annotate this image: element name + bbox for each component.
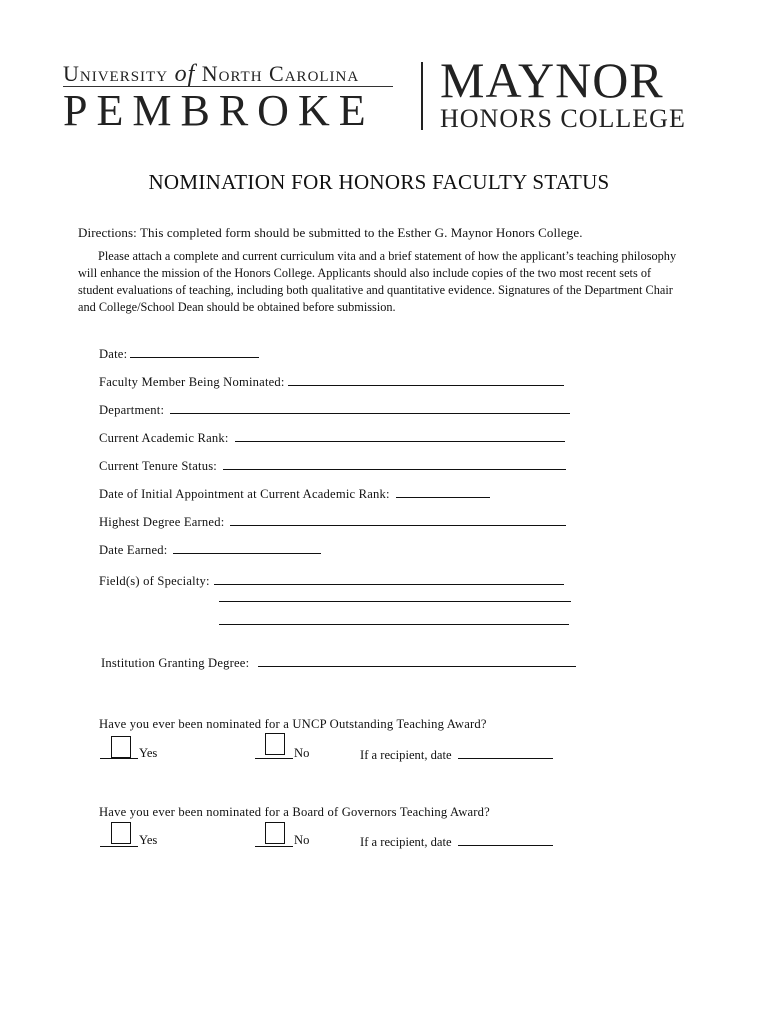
q2-yes-checkbox[interactable] (111, 822, 131, 844)
pembroke-wordmark: PEMBROKE (63, 86, 375, 135)
institution-field[interactable] (101, 654, 576, 671)
date-label: Date: (99, 347, 128, 361)
highest-degree-blank[interactable] (230, 513, 566, 526)
q2-no-label: No (294, 833, 310, 847)
question-uncp-award: Have you ever been nominated for a UNCP Outstanding Teaching Award? (99, 717, 487, 731)
highest-degree-label: Highest Degree Earned: (99, 515, 225, 529)
logo-divider (421, 62, 423, 130)
tenure-status-blank[interactable] (223, 457, 566, 470)
q1-yes-checkbox[interactable] (111, 736, 131, 758)
tenure-status-field[interactable] (99, 457, 566, 474)
q2-yes-underline (100, 846, 138, 847)
specialty-label: Field(s) of Specialty: (99, 574, 210, 588)
q1-recipient-date-label: If a recipient, date (360, 748, 452, 762)
q1-no-checkbox[interactable] (265, 733, 285, 755)
date-earned-label: Date Earned: (99, 543, 168, 557)
academic-rank-label: Current Academic Rank: (99, 431, 229, 445)
department-field[interactable] (99, 401, 570, 418)
q1-recipient-date-blank[interactable] (458, 746, 553, 759)
q1-yes-underline (100, 758, 138, 759)
q2-recipient-date-field[interactable] (360, 833, 553, 850)
q2-yes-label: Yes (139, 833, 158, 847)
q1-yes-label: Yes (139, 746, 158, 760)
q1-no-label: No (294, 746, 310, 760)
specialty-field[interactable] (99, 572, 564, 589)
form-title: NOMINATION FOR HONORS FACULTY STATUS (148, 170, 610, 194)
honors-college-wordmark: HONORS COLLEGE (440, 104, 686, 133)
initial-appointment-blank[interactable] (396, 485, 490, 498)
q2-no-checkbox[interactable] (265, 822, 285, 844)
department-label: Department: (99, 403, 165, 417)
date-earned-field[interactable] (99, 541, 321, 558)
instructions-paragraph-text: Please attach a complete and current curriculum vita and a brief statement of how the applicant’s teaching philosophy will enhance the mission of the Honors College. Applicants should also include copies of the two most recent sets of student evaluations of teaching, including both qualitative and quantitative evidence. Signatures of the Department Chair and College/School Dean should be obtained before submission. (78, 249, 677, 314)
institution-blank[interactable] (258, 654, 576, 667)
specialty-blank-1[interactable] (214, 572, 564, 585)
initial-appointment-field[interactable] (99, 485, 490, 502)
q2-recipient-date-label: If a recipient, date (360, 835, 452, 849)
specialty-blank-2[interactable] (219, 601, 571, 602)
unc-of-text: of (174, 61, 196, 87)
faculty-member-label: Faculty Member Being Nominated: (99, 375, 285, 389)
unc-university-text: University (63, 61, 169, 86)
specialty-blank-3[interactable] (219, 624, 569, 625)
unc-north-carolina-text: North Carolina (201, 61, 360, 86)
initial-appointment-label: Date of Initial Appointment at Current Academic Rank: (99, 487, 390, 501)
maynor-wordmark: MAYNOR (440, 52, 664, 108)
faculty-member-blank[interactable] (288, 373, 564, 386)
faculty-member-field[interactable] (99, 373, 564, 390)
instructions-paragraph (78, 248, 678, 316)
q1-no-underline (255, 758, 293, 759)
q2-no-underline (255, 846, 293, 847)
tenure-status-label: Current Tenure Status: (99, 459, 218, 473)
directions-text: Directions: This completed form should be submitted to the Esther G. Maynor Honors College. (78, 225, 583, 240)
question-bog-award: Have you ever been nominated for a Board of Governors Teaching Award? (99, 805, 490, 819)
date-field[interactable] (99, 345, 259, 362)
institution-label: Institution Granting Degree: (101, 656, 250, 670)
date-earned-blank[interactable] (173, 541, 321, 554)
department-blank[interactable] (170, 401, 570, 414)
unc-wordmark (63, 61, 359, 88)
q1-recipient-date-field[interactable] (360, 746, 553, 763)
date-blank[interactable] (130, 345, 259, 358)
academic-rank-blank[interactable] (235, 429, 565, 442)
highest-degree-field[interactable] (99, 513, 566, 530)
academic-rank-field[interactable] (99, 429, 565, 446)
q2-recipient-date-blank[interactable] (458, 833, 553, 846)
